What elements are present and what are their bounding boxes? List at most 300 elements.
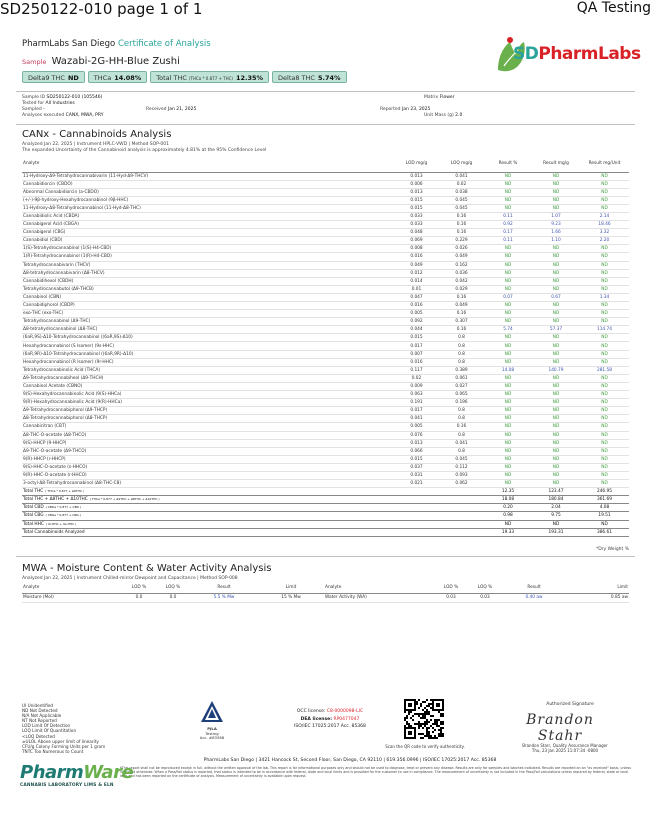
analyte-name: 9(R)-HHCP (r-HHCP)	[22, 455, 394, 463]
moisture-loq: 0.0	[156, 593, 190, 602]
result-pct: ND	[484, 285, 532, 293]
legend-item: CFU/g Colony Forming Units per 1 gram	[22, 743, 106, 749]
loq-value: 0.02	[439, 180, 484, 188]
total-formula: ( THCa * 0.877 + Δ9THC )	[45, 489, 85, 494]
lod-value: 0.047	[394, 293, 439, 301]
result-pct: ND	[484, 269, 532, 277]
total-formula: ( 9r-HHC + 9s-HHC )	[45, 521, 77, 526]
lod-value: 0.044	[394, 326, 439, 334]
result-pct: ND	[484, 172, 532, 180]
total-label	[22, 528, 394, 536]
analyte-name: Cannabigerol (CBG)	[22, 229, 394, 237]
result-mg: 1.66	[532, 229, 580, 237]
qr-code-icon[interactable]	[404, 699, 444, 739]
empty-cell	[394, 496, 439, 504]
result-pct: ND	[484, 374, 532, 382]
table-row	[22, 374, 629, 382]
result-pct: 0.17	[484, 229, 532, 237]
loq-value: 0.112	[439, 463, 484, 471]
received-info: Received Jan 21, 2025	[146, 107, 197, 112]
loq-value: 0.027	[439, 382, 484, 390]
col-lod: LOD %	[122, 583, 156, 593]
empty-cell	[394, 488, 439, 496]
analyte-name: Cannabicitran (CBT)	[22, 423, 394, 431]
col-analyte: Analyte	[22, 583, 122, 593]
lod-value: 0.01	[394, 285, 439, 293]
result-pct: 5.74	[484, 326, 532, 334]
empty-cell	[439, 512, 484, 520]
result-unit: ND	[580, 350, 629, 358]
result-mg: ND	[532, 471, 580, 479]
result-pct: 0.11	[484, 237, 532, 245]
result-unit: ND	[580, 196, 629, 204]
table-row	[22, 399, 629, 407]
reported-info: Reported Jan 23, 2025	[380, 107, 431, 112]
loq-value: 0.16	[439, 229, 484, 237]
lod-value: 0.021	[394, 480, 439, 488]
signature-label: Authorized Signature	[546, 702, 594, 707]
empty-cell	[394, 504, 439, 512]
lod-value: 0.013	[394, 172, 439, 180]
result-mg: 0.67	[532, 293, 580, 301]
result-pct: ND	[484, 455, 532, 463]
total-mg: 123.47	[532, 488, 580, 496]
lod-value: 0.013	[394, 188, 439, 196]
lod-value: 0.033	[394, 221, 439, 229]
result-unit: ND	[580, 463, 629, 471]
lod-value: 0.069	[394, 237, 439, 245]
matrix-info: Matrix Flower	[424, 95, 455, 100]
loq-value: 0.042	[439, 277, 484, 285]
loq-value: 0.8	[439, 334, 484, 342]
abbreviation-legend	[22, 703, 105, 754]
result-pct: ND	[484, 261, 532, 269]
result-unit: 2.14	[580, 212, 629, 220]
result-mg: ND	[532, 253, 580, 261]
table-row	[22, 180, 629, 188]
loq-value: 0.8	[439, 350, 484, 358]
loq-value: 0.065	[439, 391, 484, 399]
table-row	[22, 366, 629, 374]
analyte-name: 9(S)-HHCP (9-HHCP)	[22, 439, 394, 447]
lod-value: 0.007	[394, 350, 439, 358]
col-result-unit: Result mg/Unit	[580, 155, 629, 172]
legend-item: UI Unidentified	[22, 703, 54, 708]
legend-item: <LOQ Detected	[22, 733, 55, 739]
signature-info: Brandon Starr, Quality Assurance Manager Thu, 23 Jan 2025 11:07:34 -0800	[522, 743, 608, 753]
result-unit: ND	[580, 374, 629, 382]
result-unit: 3.32	[580, 229, 629, 237]
result-unit: ND	[580, 447, 629, 455]
result-pct: ND	[484, 358, 532, 366]
result-mg: ND	[532, 196, 580, 204]
result-unit: ND	[580, 277, 629, 285]
loq-value: 0.045	[439, 204, 484, 212]
analyte-name: Hexahydrocannabinol (R Isomer) (9r-HHC)	[22, 358, 394, 366]
total-label	[22, 504, 394, 512]
loq-value: 0.16	[439, 293, 484, 301]
total-row	[22, 528, 629, 536]
analyte-name: Cannabidiol (CBD)	[22, 237, 394, 245]
total-formula: ( THCa * 0.877 + Δ9THC + Δ8THC + Δ10THC )	[89, 497, 160, 502]
col-loq: LOQ %	[468, 583, 502, 593]
total-mg: 9.75	[532, 512, 580, 520]
col-lod: LOD mg/g	[394, 155, 439, 172]
qa-testing-label: QA Testing	[576, 0, 651, 16]
result-unit: 114.74	[580, 326, 629, 334]
table-row	[22, 318, 629, 326]
pill-total-thc: Total THC (THCa * 0.877 + THC) 12.35%	[150, 71, 269, 83]
result-unit: ND	[580, 455, 629, 463]
table-row	[22, 455, 629, 463]
lod-value: 0.049	[394, 261, 439, 269]
analyte-name: exo-THC (exo-THC)	[22, 310, 394, 318]
result-pct: ND	[484, 245, 532, 253]
analyte-name: 9(S)-HHC-O-acetate (s-HHCO)	[22, 463, 394, 471]
result-pct: ND	[484, 407, 532, 415]
table-row	[22, 391, 629, 399]
analyte-name: Δ8-tetrahydrocannabinol (Δ8-THC)	[22, 326, 394, 334]
analyte-name: Δ8-Tetrahydrocannabiphorol (Δ8-THCP)	[22, 415, 394, 423]
water-activity-loq: 0.03	[468, 593, 502, 602]
col-limit: Limit	[566, 583, 629, 593]
loq-value: 0.093	[439, 471, 484, 479]
table-row	[22, 423, 629, 431]
sample-name: Wazabi-2G-HH-Blue Zushi	[51, 56, 180, 67]
result-pct: ND	[484, 277, 532, 285]
pill-delta9-thc: Delta9 THC ND	[22, 71, 85, 83]
empty-cell	[394, 528, 439, 536]
moisture-result: 5.5 % Mw	[190, 593, 258, 602]
pjla-text: PJLA Testing Acc. #83368	[199, 726, 225, 740]
sample-info-left: Sample ID SD250122-010 (105546) Tested for All Industries Sampled - Analyses executed CANX, MWA, PRY	[22, 95, 104, 118]
total-label-text: Total THC + Δ8THC + Δ10THC	[23, 497, 88, 503]
result-pct: ND	[484, 471, 532, 479]
result-pct: 0.92	[484, 221, 532, 229]
total-pct: 0.20	[484, 504, 532, 512]
analyte-name: Hexahydrocannabinol (S Isomer) (9s-HHC)	[22, 342, 394, 350]
report-id: SD250122-010 page 1 of 1	[0, 0, 203, 18]
result-mg: ND	[532, 382, 580, 390]
loq-value: 0.389	[439, 366, 484, 374]
moisture-table	[22, 583, 629, 603]
loq-value: 0.196	[439, 399, 484, 407]
legend-item: TNTC Too Numerous to Count	[22, 748, 84, 754]
result-pct: 14.08	[484, 366, 532, 374]
analyte-name: Tetrahydrocannabutol (Δ9-THCB)	[22, 285, 394, 293]
potency-summary	[22, 71, 347, 83]
table-row	[22, 261, 629, 269]
analyte-name: Cannabidiolic Acid (CBDA)	[22, 212, 394, 220]
mwa-subtitle: Analyzed Jan 22, 2025 | Instrument Chilled-mirror Dewpoint and Capacitance | Method SOP-008	[22, 576, 238, 581]
result-pct: ND	[484, 382, 532, 390]
result-pct: ND	[484, 310, 532, 318]
col-result-mg: Result mg/g	[532, 155, 580, 172]
result-pct: ND	[484, 439, 532, 447]
lod-value: 0.063	[394, 391, 439, 399]
result-mg: ND	[532, 374, 580, 382]
loq-value: 0.045	[439, 455, 484, 463]
lod-value: 0.005	[394, 423, 439, 431]
analyte-name: (6aR,9R)-Δ10-Tetrahydrocannabinol ((6aR,9R)-Δ10)	[22, 350, 394, 358]
col-result-pct: Result %	[484, 155, 532, 172]
total-unit: 19.51	[580, 512, 629, 520]
footer-disclaimer: *This report shall not be reproduced except in full, without the written approval of the lab. This report is for informational purposes only and should not be used to diagnose, treat or prevent any disease. Results are only for samples and batches indicated. Results are reported on an "as received" basis, unless indicated otherwise. When a Pass/Fail status is reported, that status is intended to be in accordance with federal, state and local limits and is provided for the customer to use in compliance. The measurement of uncertainty is not included in the Pass/Fail calculations unless required by federal, state or local laws and has been reported on the certificate of analysis. Measurement of uncertainty is available upon request.	[120, 766, 631, 778]
result-unit: ND	[580, 180, 629, 188]
table-header-row	[22, 155, 629, 172]
lod-value: 0.092	[394, 318, 439, 326]
result-unit: ND	[580, 399, 629, 407]
total-formula: ( CBDa * 0.877 + CBD )	[45, 505, 82, 510]
analyte-name: Δ8-THC-O-acetate (Δ8-THCO)	[22, 431, 394, 439]
loq-value: 0.8	[439, 358, 484, 366]
lod-value: 0.008	[394, 245, 439, 253]
result-mg: ND	[532, 269, 580, 277]
result-unit: ND	[580, 172, 629, 180]
loq-value: 0.8	[439, 415, 484, 423]
result-pct: ND	[484, 415, 532, 423]
empty-cell	[439, 528, 484, 536]
result-mg: ND	[532, 180, 580, 188]
loq-value: 0.029	[439, 285, 484, 293]
loq-value: 0.8	[439, 431, 484, 439]
result-pct: ND	[484, 447, 532, 455]
lod-value: 0.006	[394, 180, 439, 188]
table-row	[22, 593, 629, 602]
lod-value: 0.013	[394, 439, 439, 447]
lod-value: 0.016	[394, 358, 439, 366]
result-pct: ND	[484, 334, 532, 342]
analyte-name: Cannabigerol Acid (CBGA)	[22, 221, 394, 229]
col-result: Result	[502, 583, 566, 593]
result-mg: ND	[532, 415, 580, 423]
table-row	[22, 407, 629, 415]
lod-value: 0.014	[394, 277, 439, 285]
footer-address: PharmLabs San Diego | 3421 Hancock St, Second Floor, San Diego, CA 92110 | 619.356.0996 | ISO/IEC 17025:2017 Acc. 85368	[203, 758, 497, 763]
result-pct: 0.07	[484, 293, 532, 301]
analyte-name: 1(R)-Tetrahydrocannabinol (1(R)-H4-CBD)	[22, 253, 394, 261]
loq-value: 0.16	[439, 326, 484, 334]
analyte-name: Tetrahydrocannabinolic Acid (THCA)	[22, 366, 394, 374]
total-row	[22, 512, 629, 520]
result-mg: ND	[532, 391, 580, 399]
result-mg: 57.37	[532, 326, 580, 334]
result-mg: ND	[532, 407, 580, 415]
unit-mass-info: Unit Mass (g) 2.0	[424, 113, 463, 118]
result-unit: ND	[580, 358, 629, 366]
result-unit: 1.34	[580, 293, 629, 301]
lod-value: 0.017	[394, 342, 439, 350]
total-label	[22, 512, 394, 520]
total-row	[22, 488, 629, 496]
moisture-analyte: Moisture (MoI)	[22, 593, 122, 602]
result-mg: ND	[532, 188, 580, 196]
total-label	[22, 496, 394, 504]
result-unit: 2.20	[580, 237, 629, 245]
result-pct: ND	[484, 253, 532, 261]
analyte-name: Tetrahydrocannabivarin (THCV)	[22, 261, 394, 269]
table-row	[22, 471, 629, 479]
col-limit: Limit	[258, 583, 324, 593]
result-mg: ND	[532, 358, 580, 366]
result-unit: ND	[580, 382, 629, 390]
table-row	[22, 293, 629, 301]
coa-label: Certificate of Analysis	[117, 39, 211, 49]
result-pct: ND	[484, 480, 532, 488]
lod-value: 0.015	[394, 455, 439, 463]
lod-value: 0.016	[394, 302, 439, 310]
result-mg: ND	[532, 277, 580, 285]
analyte-name: Tetrahydrocannabinol (Δ9-THC)	[22, 318, 394, 326]
lod-value: 0.017	[394, 407, 439, 415]
result-pct: ND	[484, 399, 532, 407]
result-mg: ND	[532, 318, 580, 326]
lod-value: 0.076	[394, 431, 439, 439]
total-unit: 4.08	[580, 504, 629, 512]
header-bar	[0, 0, 651, 18]
result-pct: ND	[484, 463, 532, 471]
result-mg: ND	[532, 204, 580, 212]
table-row	[22, 229, 629, 237]
lod-value: 0.016	[394, 253, 439, 261]
loq-value: 0.062	[439, 480, 484, 488]
analyte-name: Δ9-Tetrahydrocannabiheol (Δ9-THCH)	[22, 374, 394, 382]
table-row	[22, 334, 629, 342]
table-row	[22, 310, 629, 318]
water-activity-result: 0.40 aw	[502, 593, 566, 602]
total-label-text: Total THC	[23, 489, 44, 495]
loq-value: 0.049	[439, 302, 484, 310]
table-row	[22, 431, 629, 439]
result-unit: ND	[580, 480, 629, 488]
signature-image: Brandon Stahr	[526, 712, 594, 744]
lod-value: 0.015	[394, 204, 439, 212]
water-activity-lod: 0.03	[434, 593, 468, 602]
table-row	[22, 415, 629, 423]
lod-value: 0.048	[394, 229, 439, 237]
result-unit: ND	[580, 423, 629, 431]
total-mg: 2.04	[532, 504, 580, 512]
table-row	[22, 212, 629, 220]
divider	[16, 556, 635, 557]
total-mg: 193.31	[532, 528, 580, 536]
result-mg: ND	[532, 350, 580, 358]
total-pct: 12.35	[484, 488, 532, 496]
result-mg: ND	[532, 334, 580, 342]
result-pct: ND	[484, 180, 532, 188]
analyte-name: Δ8-tetrahydrocannabivarin (Δ8-THCV)	[22, 269, 394, 277]
table-row	[22, 269, 629, 277]
total-label	[22, 520, 394, 528]
table-row	[22, 172, 629, 180]
col-result: Result	[190, 583, 258, 593]
result-unit: 18.46	[580, 221, 629, 229]
result-unit: ND	[580, 285, 629, 293]
total-formula: ( CBGa * 0.877 + CBG )	[45, 513, 81, 518]
result-mg: 1.10	[532, 237, 580, 245]
total-label-text: Total CBG	[23, 513, 44, 519]
col-analyte: Analyte	[22, 155, 394, 172]
result-mg: 140.79	[532, 366, 580, 374]
loq-value: 0.16	[439, 310, 484, 318]
client-name: PharmLabs San Diego	[22, 39, 116, 49]
license-block: OCC license: C8-0000098-LIC DEA license: RP0477047 ISO/IEC 17025:2017 Acc. 85368	[294, 709, 366, 729]
result-pct: ND	[484, 342, 532, 350]
table-row	[22, 358, 629, 366]
col-analyte: Analyte	[324, 583, 434, 593]
result-pct: ND	[484, 431, 532, 439]
result-mg: ND	[532, 245, 580, 253]
lod-value: 0.009	[394, 382, 439, 390]
loq-value: 0.16	[439, 212, 484, 220]
loq-value: 0.049	[439, 253, 484, 261]
loq-value: 0.045	[439, 196, 484, 204]
result-unit: ND	[580, 188, 629, 196]
analyte-name: Δ9-THC-O-acetate (Δ9-THCO)	[22, 447, 394, 455]
table-row	[22, 302, 629, 310]
table-row	[22, 237, 629, 245]
analyte-name: 9(R)-HHC-O-acetate (r-HHCO)	[22, 471, 394, 479]
empty-cell	[394, 520, 439, 528]
lod-value: 0.041	[394, 415, 439, 423]
result-mg: ND	[532, 463, 580, 471]
result-pct: 0.11	[484, 212, 532, 220]
total-label-text: Total CBD	[23, 505, 44, 511]
result-unit: ND	[580, 431, 629, 439]
cannabinoids-table	[22, 155, 629, 537]
analyte-name: 1(S)-Tetrahydrocannabinol (1(S)-H4-CBD)	[22, 245, 394, 253]
table-row	[22, 196, 629, 204]
empty-cell	[439, 496, 484, 504]
table-row	[22, 245, 629, 253]
analyte-name: Δ9-Tetrahydrocannabiphorol (Δ9-THCP)	[22, 407, 394, 415]
result-unit: ND	[580, 471, 629, 479]
canx-subtitle-1: Analyzed Jan 22, 2025 | Instrument HPLC-VWD | Method SOP-001	[22, 142, 170, 147]
empty-cell	[394, 512, 439, 520]
result-unit: ND	[580, 302, 629, 310]
lod-value: 0.117	[394, 366, 439, 374]
pill-thca: THCa 14.08%	[88, 71, 147, 83]
loq-value: 0.038	[439, 188, 484, 196]
lod-value: 0.015	[394, 334, 439, 342]
analyte-name: 9(S)-Hexahydrocannabinolic Acid (9(S)-HHCa)	[22, 391, 394, 399]
dry-weight-note: *Dry Weight %	[595, 547, 629, 552]
pill-delta8-thc: Delta8 THC 5.74%	[272, 71, 347, 83]
result-mg: ND	[532, 285, 580, 293]
loq-value: 0.026	[439, 245, 484, 253]
moisture-limit: 15 % Mw	[258, 593, 324, 602]
canx-subtitle-2: The expanded Uncertainty of the Cannabinoid analysis is approximately 4.81% at the 95% Confidence Level	[22, 148, 267, 153]
loq-value: 0.041	[439, 172, 484, 180]
lod-value: 0.005	[394, 310, 439, 318]
mwa-title: MWA - Moisture Content & Water Activity Analysis	[22, 563, 272, 574]
total-unit: ND	[580, 520, 629, 528]
pharmware-tagline: CANNABIS LABORATORY LIMS & ELN	[20, 783, 114, 788]
water-activity-limit: 0.85 aw	[566, 593, 629, 602]
result-unit: ND	[580, 439, 629, 447]
lod-value: 0.066	[394, 447, 439, 455]
result-unit: ND	[580, 415, 629, 423]
loq-value: 0.16	[439, 423, 484, 431]
table-row	[22, 350, 629, 358]
result-mg: 1.07	[532, 212, 580, 220]
analyte-name: Abnormal Cannabidiorcin (a-CBDO)	[22, 188, 394, 196]
result-unit: ND	[580, 391, 629, 399]
sdpharmlabs-logo: SDPharmLabs	[513, 44, 641, 64]
total-pct: 0.98	[484, 512, 532, 520]
lod-value: 0.012	[394, 269, 439, 277]
result-mg: ND	[532, 431, 580, 439]
